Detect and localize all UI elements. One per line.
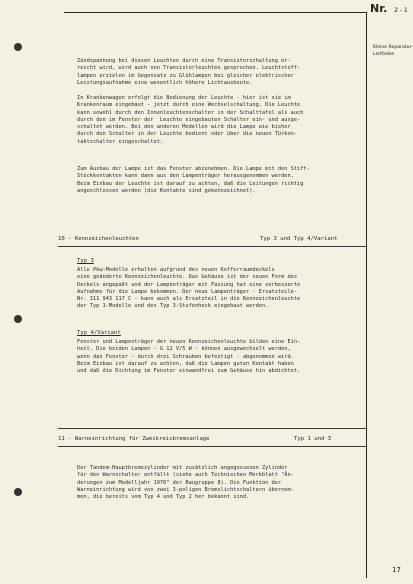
section-label: 10 - Kennzeichenleuchten — [58, 236, 139, 242]
paragraph-removal: Zum Ausbau der Lampe ist das Fenster abzunehmen. Die Lampe mit den Stift- Steckkontakten kann dann aus den Lampenträger herausgenommen werden. Beim Einbau der Leuchte ist darauf zu achten, daß die Leitungen richtig angeschlossen werden (die Kontakte sind gekennzeichnet). — [77, 166, 310, 194]
page-number: 17 — [392, 566, 401, 574]
paragraph-operation: In Krankenwagen erfolgt die Bedienung der Leuchte - hier ist sie im Krankenraum eingebaut - jetzt durch eine Wechselschaltung. Die Leuchte kann sowohl durch den Innenleuchtenschalter in der Schalttafel als auch durch den im Fenster der Leuchte eingebauten Schalter ein- und ausge- schaltet werden. Bei den anderen Modellen wird die Lampe wie bisher durch den Schalter in der Leuchte bedient oder über die neuen Türkon- taktschalter eingeschaltet. — [77, 95, 304, 145]
section-applicability: Typ 1 und 3 — [294, 436, 332, 442]
paragraph-intro: Zündspannung bei diesen Leuchten durch eine Transistorschaltung er- reicht wird, wird auch von Transistorleuchten gesprochen. Leuchtstoff- lampen erzielen im Gegensatz zu Glühlampen bei gleicher elektrischer Leistungsaufnahme eine wesentlich höhere Lichtausbeute. — [77, 58, 301, 86]
top-rule — [64, 12, 367, 13]
section-heading-10 — [58, 235, 364, 243]
side-rule — [366, 12, 367, 578]
section-divider — [58, 428, 366, 429]
paragraph-typ4: Fenster und Lampenträger der neuen Kennzeichenleuchte bilden eine Ein- heit. Die beiden Lampen - G 12 V/5 W - können ausgewechselt werden, wenn das Fenster - durch drei Schrauben befestigt - abgenommen wird. Beim Einbau ist darauf zu achten, daß die Lampen guten Kontakt haben und daß die Dichtung im Fenster einwandfrei zum Gehäuse hin abdichtet. — [77, 339, 301, 375]
punch-hole — [14, 43, 22, 51]
document-number — [370, 2, 408, 15]
side-note: Kleine Reparatur-Leitfaden — [373, 45, 413, 57]
section-applicability: Typ 3 und Typ 4/Variant — [260, 236, 338, 242]
number-value: 2 - 1 — [394, 7, 408, 14]
subheading-typ4: Typ 4/Variant — [77, 330, 121, 336]
number-label: Nr. — [370, 2, 388, 15]
punch-hole — [14, 315, 22, 323]
subheading-typ3: Typ 3 — [77, 258, 94, 264]
paragraph-warning-system: Der Tandem-Hauptbremszylinder mit zusätzlich angegossenen Zylinder für den Warnschalter entfällt (siehe auch Technischen Merkblatt "Än- derungen zum Modelljahr 1970" der Baugruppe 8). Die Funktion der Warneinrichtung wird von zwei 3-poligen Bremslichtschaltern übernom- men, die bereits vom Typ 4 und Typ 2 her bekannt sind. — [77, 465, 294, 501]
section-heading-11 — [58, 435, 364, 443]
section-label: 11 - Warneinrichtung für Zweikreisbremsanlage — [58, 436, 210, 442]
paragraph-typ3: Alle Pkw-Modelle erhalten aufgrund des neuen Kofferraumdeckels eine geänderte Kennzeichenleuchte. Das Gehäuse ist der neuen Form des Deckels angepaßt und der Lampenträger mit Fassung hat eine verbesserte Aufnahme für die Lampe bekommen. Der neue Lampenträger - Ersatzteile- Nr. 311 943 117 C - kann auch als Ersatzteil in die Kennzeichenleuchte der Typ 1-Modelle und des Typ 3-Stufenheck eingebaut werden. — [77, 267, 301, 310]
section-divider — [58, 446, 366, 447]
section-divider — [58, 246, 366, 247]
punch-hole — [14, 488, 22, 496]
